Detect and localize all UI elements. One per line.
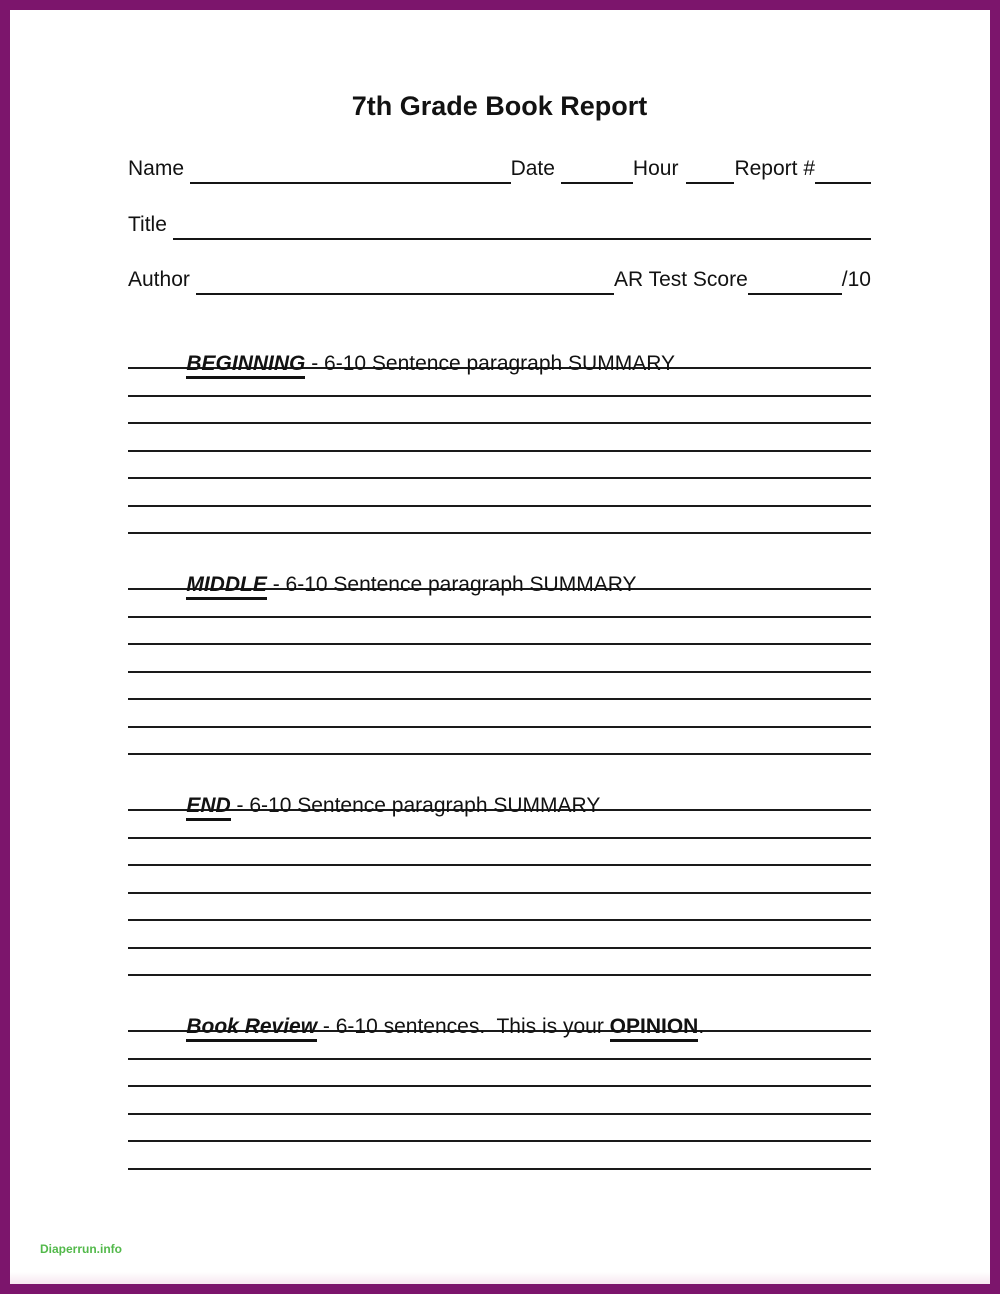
section-description-suffix: . [698,1015,705,1038]
writing-line [128,949,871,977]
section-end [128,761,871,976]
writing-line [128,452,871,480]
date-field-label: Date [510,157,555,180]
writing-line [128,507,871,535]
writing-line [128,673,871,701]
report-number-field-blank [815,158,871,184]
writing-line [128,645,871,673]
title-row [128,210,871,240]
author-field-blank [196,269,614,295]
date-field-blank [561,158,633,184]
writing-line [128,866,871,894]
section-heading: Book Review [186,1014,317,1042]
report-number-field-label: Report # [734,157,815,180]
section-middle [128,540,871,755]
writing-line [128,700,871,728]
hour-field-label: Hour [632,157,679,180]
writing-line [128,1142,871,1170]
section-heading: BEGINNING [186,351,305,379]
writing-line [128,839,871,867]
title-field-blank [173,214,871,240]
section-description: - 6-10 sentences. This is your [317,1015,610,1038]
title-field-label: Title [128,213,167,236]
section-description: - 6-10 Sentence paragraph SUMMARY [305,352,676,375]
ar-test-score-denominator: /10 [841,268,871,291]
section-heading-row [128,982,871,1038]
section-heading-row [128,319,871,375]
writing-line [128,397,871,425]
section-book-review [128,982,871,1170]
section-beginning [128,319,871,534]
hour-field-blank [686,158,734,184]
bottom-scan-tint [10,1272,990,1284]
author-field-label: Author [128,268,190,291]
writing-line [128,894,871,922]
watermark: Diaperrun.info [40,1242,123,1256]
page-content [10,10,990,1170]
section-description: - 6-10 Sentence paragraph SUMMARY [230,794,601,817]
section-heading: END [186,793,230,821]
writing-line [128,479,871,507]
writing-line [128,728,871,756]
ar-test-score-label: AR Test Score [613,268,748,291]
writing-line [128,1087,871,1115]
name-field-label: Name [128,157,185,180]
writing-line [128,618,871,646]
ar-test-score-blank [748,269,842,295]
section-description: - 6-10 Sentence paragraph SUMMARY [266,573,637,596]
name-field-blank [190,158,511,184]
page-title: 7th Grade Book Report [351,91,648,121]
author-row [128,265,871,295]
summary-sections [128,319,871,1170]
name-date-hour-report-row [128,154,871,184]
section-heading-row [128,761,871,817]
writing-line [128,1115,871,1143]
writing-line [128,921,871,949]
section-heading-row [128,540,871,596]
section-heading: MIDDLE [186,572,267,600]
writing-line [128,1060,871,1088]
writing-line [128,424,871,452]
section-description-emphasis: OPINION [610,1014,699,1042]
